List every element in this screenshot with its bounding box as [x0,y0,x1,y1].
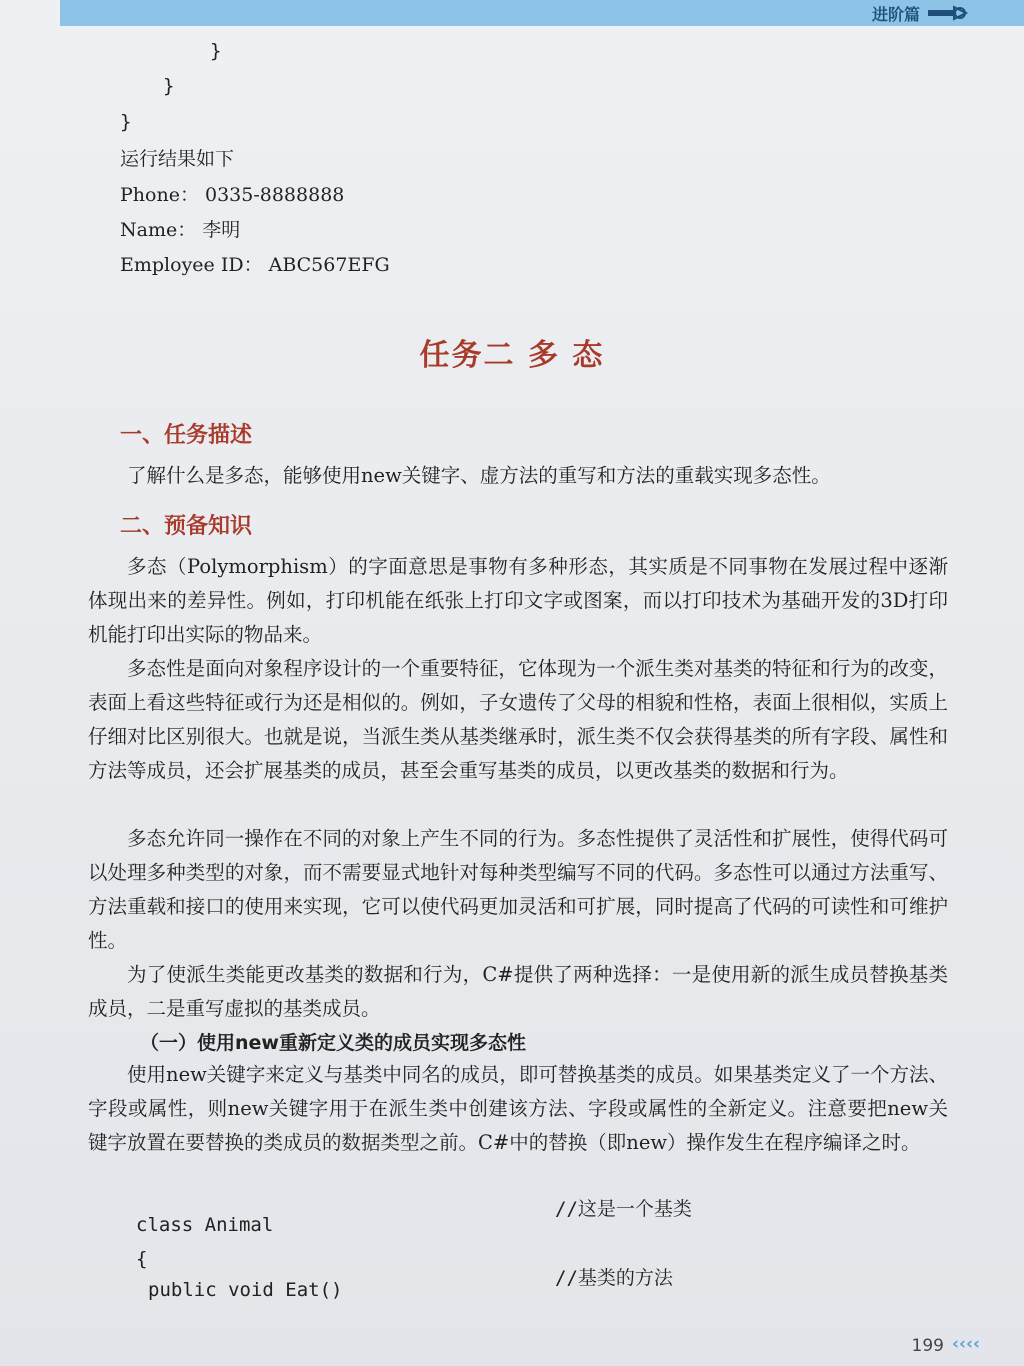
code-line-method: public void Eat() [148,1279,343,1301]
sub-heading-1: （一）使用new重新定义类的成员实现多态性 [140,1032,526,1054]
result-phone: Phone： 0335-8888888 [120,184,345,206]
code-brace-3: } [120,111,132,133]
section-heading-2: 二、预备知识 [120,514,253,539]
code-line-brace: { [136,1248,148,1270]
section-heading-1: 一、任务描述 [120,423,253,448]
code-comment-base-method: //基类的方法 [555,1267,673,1289]
pencil-icon [926,4,970,22]
paragraph-2: 多态性是面向对象程序设计的一个重要特征，它体现为一个派生类对基类的特征和行为的改变，表面上看这些特征或行为还是相似的。例如，子女遗传了父母的相貌和性格，表面上很相似，实质上仔细对比区别很大。也就是说，当派生类从基类继承时，派生类不仅会获得基类的所有字段、属性和方法等成员，还会扩展基类的成员，甚至会重写基类的成员，以更改基类的数据和行为。 [88,657,948,782]
task-title: 任务二 多 态 [419,338,605,373]
page-arrows-icon: ‹‹‹‹ [951,1334,980,1354]
result-name: Name： 李明 [120,219,241,241]
result-intro: 运行结果如下 [120,148,235,170]
section-label: 进阶篇 [871,5,920,24]
result-employee: Employee ID： ABC567EFG [120,254,390,276]
code-brace-1: } [210,40,222,62]
paragraph-1: 多态（Polymorphism）的字面意思是事物有多种形态，其实质是不同事物在发展过程中逐渐体现出来的差异性。例如，打印机能在纸张上打印文字或图案，而以打印技术为基础开发的3D打印机能打印出实际的物品来。 [88,555,948,646]
section-1-text: 了解什么是多态，能够使用new关键字、虚方法的重写和方法的重载实现多态性。 [127,464,831,487]
code-brace-2: } [163,75,175,97]
paragraph-3: 多态允许同一操作在不同的对象上产生不同的行为。多态性提供了灵活性和扩展性，使得代码可以处理多种类型的对象，而不需要显式地针对每种类型编写不同的代码。多态性可以通过方法重写、方法重载和接口的使用来实现，它可以使代码更加灵活和可扩展，同时提高了代码的可读性和可维护性。 [88,827,948,952]
code-line-class: class Animal [136,1214,274,1236]
paragraph-4: 为了使派生类能更改基类的数据和行为，C#提供了两种选择：一是使用新的派生成员替换基类成员，二是重写虚拟的基类成员。 [88,963,948,1020]
paragraph-5: 使用new关键字来定义与基类中同名的成员，即可替换基类的成员。如果基类定义了一个方法、字段或属性，则new关键字用于在派生类中创建该方法、字段或属性的全新定义。注意要把new关键字放置在要替换的类成员的数据类型之前。C#中的替换（即new）操作发生在程序编译之时。 [88,1063,948,1154]
code-comment-base-class: //这是一个基类 [555,1198,692,1220]
page-number: 199 [911,1336,944,1356]
